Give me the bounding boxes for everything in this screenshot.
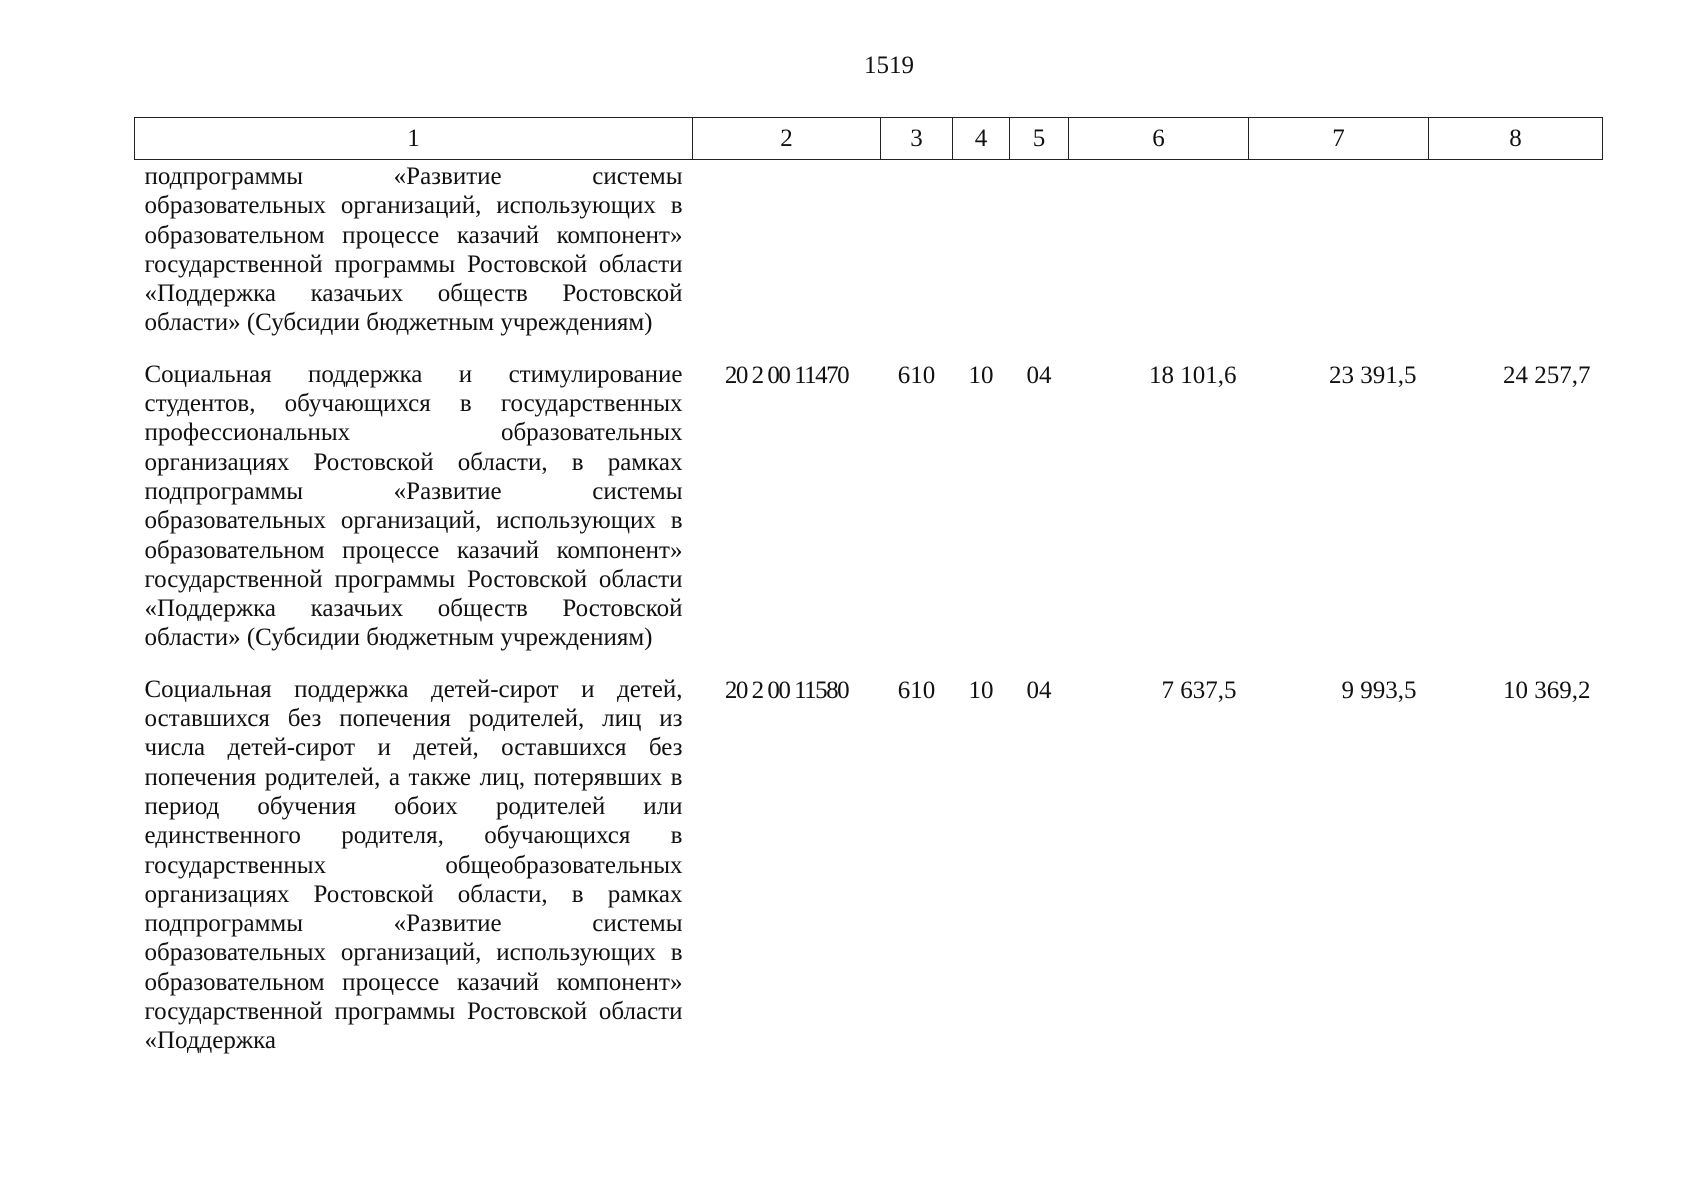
amount-col-6: 7 637,5 bbox=[1161, 676, 1237, 704]
expense-type bbox=[881, 160, 953, 358]
section: 10 bbox=[968, 676, 994, 704]
column-header: 8 bbox=[1429, 118, 1603, 160]
row-description: Социальная поддержка детей-сирот и детей, оставшихся без попечения родителей, лиц из числа детей-сирот и детей, оставшихся без попечения родителей, а также лиц, потерявших в период обучения обоих родителей или единственного родителя, обучающихся в государственных общеобразовательных организациях Ростовской области, в рамках подпрограммы «Развитие системы образовательных организаций, использующих в образовательном процессе казачий компонент» государственной программы Ростовской области «Поддержка bbox=[144, 675, 683, 1055]
column-header: 7 bbox=[1249, 118, 1429, 160]
subsection bbox=[1010, 160, 1069, 358]
column-header: 3 bbox=[881, 118, 953, 160]
amount-col-7: 9 993,5 bbox=[1341, 676, 1417, 704]
budget-table bbox=[134, 117, 1603, 1076]
amount-col-7: 23 391,5 bbox=[1329, 361, 1417, 389]
column-header: 4 bbox=[953, 118, 1010, 160]
target-article-code: 20 2 00 11470 bbox=[724, 361, 849, 389]
section bbox=[953, 160, 1010, 358]
table-row bbox=[135, 358, 1603, 673]
target-article-code bbox=[693, 160, 881, 358]
amount-col-8 bbox=[1429, 160, 1603, 358]
expense-type: 610 bbox=[897, 676, 936, 704]
expense-type: 610 bbox=[897, 361, 936, 389]
table-header-row bbox=[135, 118, 1603, 160]
subsection: 04 bbox=[1026, 676, 1052, 704]
table-row bbox=[135, 673, 1603, 1076]
row-description: подпрограммы «Развитие системы образовательных организаций, использующих в образовательном процессе казачий компонент» государственной программы Ростовской области «Поддержка казачьих обществ Ростовской области» (Субсидии бюджетным учреждениям) bbox=[144, 163, 683, 337]
column-header: 6 bbox=[1069, 118, 1249, 160]
target-article-code: 20 2 00 11580 bbox=[724, 676, 849, 704]
amount-col-6: 18 101,6 bbox=[1149, 361, 1237, 389]
row-description: Социальная поддержка и стимулирование студентов, обучающихся в государственных профессиональных образовательных организациях Ростовской области, в рамках подпрограммы «Развитие системы образовательных организаций, использующих в образовательном процессе казачий компонент» государственной программы Ростовской области «Поддержка казачьих обществ Ростовской области» (Субсидии бюджетным учреждениям) bbox=[144, 360, 683, 652]
amount-col-8: 10 369,2 bbox=[1503, 676, 1591, 704]
section: 10 bbox=[968, 361, 994, 389]
amount-col-7 bbox=[1249, 160, 1429, 358]
amount-col-8: 24 257,7 bbox=[1503, 361, 1591, 389]
column-header: 1 bbox=[135, 118, 693, 160]
column-header: 2 bbox=[693, 118, 881, 160]
subsection: 04 bbox=[1026, 361, 1052, 389]
amount-col-6 bbox=[1069, 160, 1249, 358]
column-header: 5 bbox=[1010, 118, 1069, 160]
table-row bbox=[135, 160, 1603, 358]
page-number: 1519 bbox=[864, 52, 914, 79]
